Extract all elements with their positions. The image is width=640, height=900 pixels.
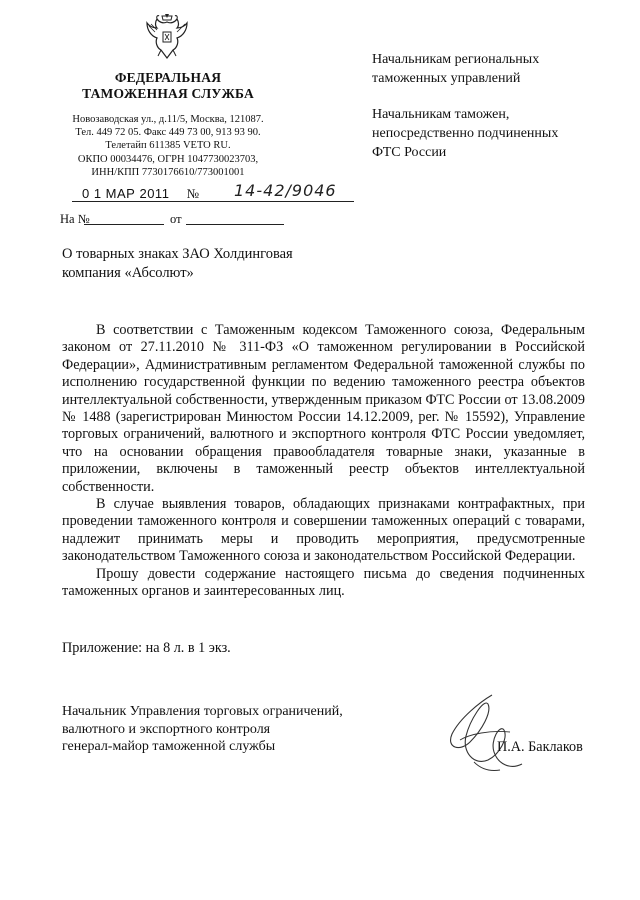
letter-subject — [62, 245, 362, 283]
subject-line: компания «Абсолют» — [62, 265, 194, 281]
body-paragraph: В соответствии с Таможенным кодексом Таможенного союза, Федеральным законом от 27.11.2010 № 311-ФЗ «О таможенном регулировании в Российской Федерации», Административным регламентом Федеральной таможенной службы по исполнению государственной функции по ведению таможенного реестра объектов интеллектуальной собственности, утвержденным приказом ФТС России от 13.08.2009 № 1488 (зарегистрирован Минюстом России 14.12.2009, рег. № 15592), Управление торговых ограничений, валютного и экспортного контроля ФТС России уведомляет, что на основании обращения правообладателя товарные знаки, указанные в приложении, включены в таможенный реестр объектов интеллектуальной собственности. — [62, 322, 585, 495]
double-headed-eagle-icon — [145, 12, 189, 62]
body-paragraph: В случае выявления товаров, обладающих признаками контрафактных, при проведении таможенного контроля и совершении таможенных операций с товарами, надлежит принимать меры и проводить мероприятия, предусмотренные законодательством Таможенного союза и законодательством Российской Федерации. — [62, 496, 585, 565]
document-number: 14-42/9046 — [234, 181, 337, 200]
recipient-line: ФТС России — [372, 145, 447, 160]
agency-name-line2: ТАМОЖЕННАЯ СЛУЖБА — [82, 86, 254, 101]
ref-number-blank — [84, 224, 164, 225]
agency-name — [70, 70, 266, 102]
ref-number-label: На № — [60, 212, 90, 226]
address-line: Новозаводская ул., д.11/5, Москва, 121087. — [72, 114, 264, 125]
document-date-number — [82, 181, 337, 202]
number-underline — [234, 201, 354, 202]
signer-name: П.А. Баклаков — [497, 739, 583, 755]
recipient-line: непосредственно подчиненных — [372, 126, 559, 141]
reference-row — [60, 212, 300, 227]
recipient-line: Начальникам региональных — [372, 52, 540, 67]
agency-address — [52, 113, 284, 179]
ref-date-blank — [186, 224, 284, 225]
signer-title — [62, 703, 382, 756]
address-line: ОКПО 00034476, ОГРН 1047730023703, — [77, 153, 259, 165]
recipient-line: Начальникам таможен, — [372, 107, 510, 122]
signer-title-line: Начальник Управления торговых ограничений, — [62, 704, 343, 719]
letter-body — [62, 322, 585, 601]
subject-line: О товарных знаках ЗАО Холдинговая — [62, 246, 293, 262]
body-paragraph: Прошу довести содержание настоящего письма до сведения подчиненных таможенных органов и заинтересованных лиц. — [62, 565, 585, 600]
address-line: Телетайп 611385 VETO RU. — [105, 140, 231, 152]
attachment-note: Приложение: на 8 л. в 1 экз. — [62, 640, 231, 656]
date-underline — [72, 201, 248, 202]
address-line: Тел. 449 72 05. Факс 449 73 00, 913 93 90. — [75, 127, 261, 139]
number-label: № — [186, 186, 200, 201]
recipient-line: таможенных управлений — [372, 71, 521, 86]
recipients — [372, 50, 622, 162]
agency-name-line1: ФЕДЕРАЛЬНАЯ — [114, 70, 222, 85]
ref-from-label: от — [170, 212, 182, 226]
document-date: 0 1 МАР 2011 — [82, 186, 170, 201]
handwritten-signature — [430, 690, 540, 780]
signer-title-line: валютного и экспортного контроля — [62, 721, 271, 737]
signer-title-line: генерал-майор таможенной службы — [62, 739, 276, 754]
address-line: ИНН/КПП 7730176610/773001001 — [91, 166, 245, 178]
